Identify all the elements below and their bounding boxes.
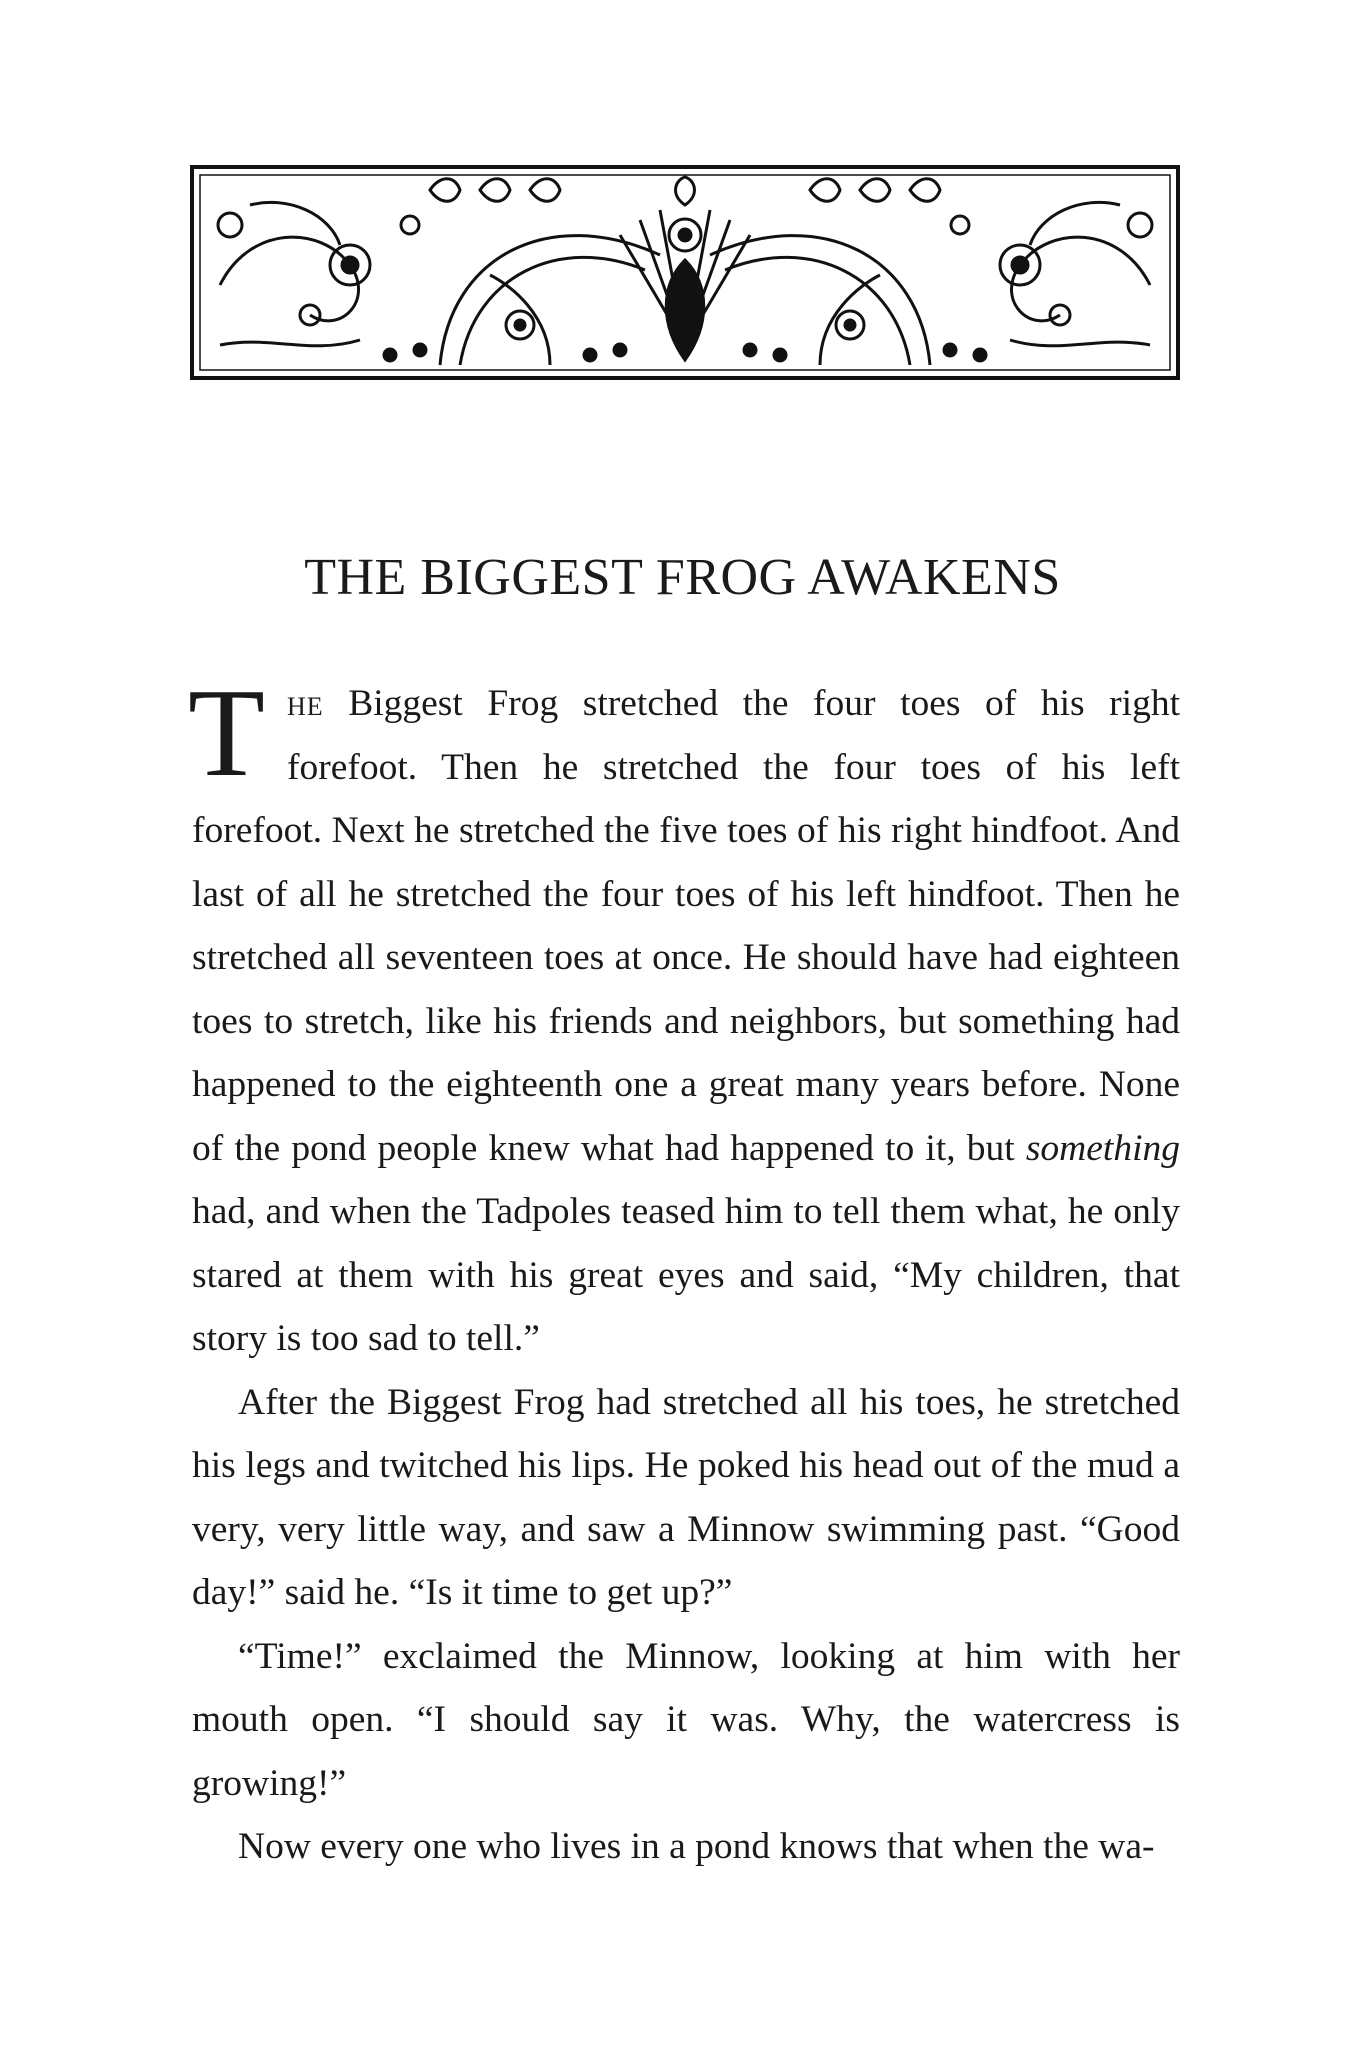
emphasized-word: something — [1025, 1127, 1180, 1169]
chapter-body — [188, 664, 1180, 1879]
floral-headpiece-ornament-icon — [190, 165, 1180, 380]
paragraph-1-text-b: had, and when the Tadpoles teased him to tell them what, he only stared at them with his great eyes and said, “My children, that story is too sad to tell.” — [192, 1191, 1180, 1359]
paragraph-1 — [188, 664, 1180, 1371]
drop-cap: T — [188, 664, 265, 803]
small-caps-lead: he — [286, 683, 324, 724]
chapter-title: THE BIGGEST FROG AWAKENS — [304, 549, 1061, 606]
paragraph-1-text-a: Biggest Frog stretched the four toes of his right forefoot. Then he stretched the four toes of his left forefoot. Next he stretched the five toes of his right hindfoot. And last of all he stretched the four toes of his left hindfoot. Then he stretched all seventeen toes at once. He should have had eighteen toes to stretch, like his friends and neighbors, but something had happened to the eighteenth one a great many years before. None of the pond people knew what had happened to it, but — [192, 683, 1180, 1169]
paragraph-3: “Time!” exclaimed the Minnow, looking at him with her mouth open. “I should say it was. Why, the watercress is growing!” — [192, 1635, 1180, 1804]
paragraph-4: Now every one who lives in a pond knows that when the wa- — [238, 1826, 1155, 1867]
paragraph-2: After the Biggest Frog had stretched all his toes, he stretched his legs and twitched his lips. He poked his head out of the mud a very, very little way, and saw a Minnow swimming past. “Good day!” said he. “Is it time to get up?” — [192, 1381, 1180, 1613]
